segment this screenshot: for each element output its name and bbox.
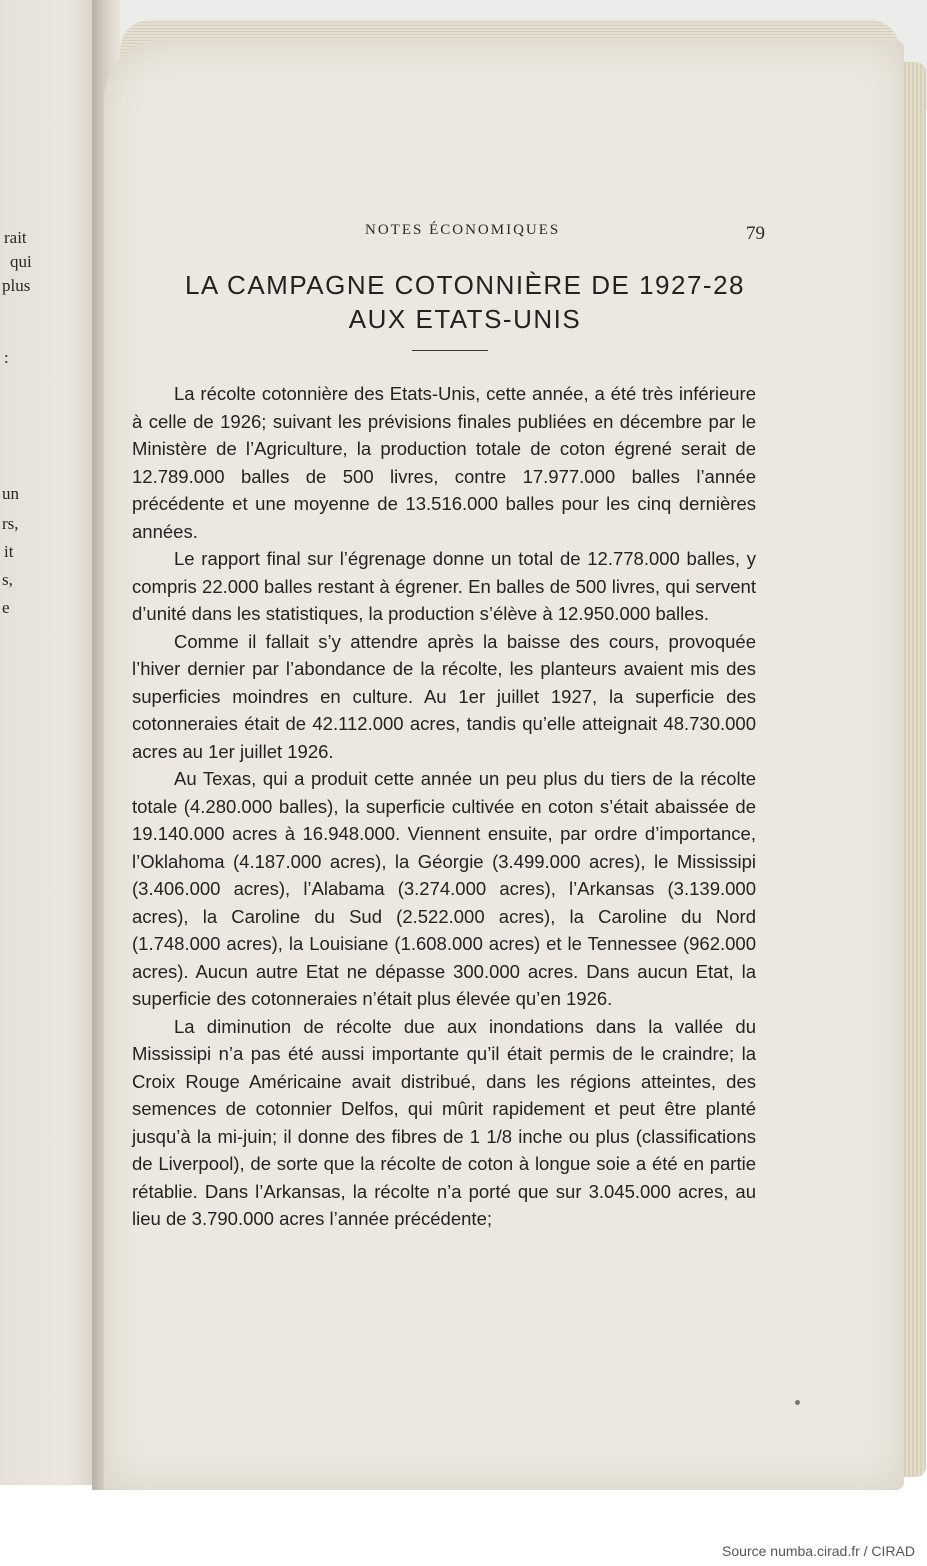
left-page-fragment: plus xyxy=(2,276,31,295)
left-page-fragment: qui xyxy=(10,252,32,271)
paragraph: Comme il fallait s’y attendre après la baisse des cours, provoquée l’hiver dernier par l’abondance de la récolte, les planteurs avaient mis des superficies moindres en culture. Au 1er juillet 1927, la superficie des cotonneraies était de 42.112.000 acres, tandis qu’elle atteignait 48.730.000 acres au 1er juillet 1926. xyxy=(132,630,756,762)
paragraph: La diminution de récolte due aux inondations dans la vallée du Mississipi n’a pas été aussi importante qu’il était permis de le craindre; la Croix Rouge Américaine avait distribué, dans les régions atteintes, des semences de cotonnier Delfos, qui mûrit rapidement et peut être planté jusqu’à la mi-juin; il donne des fibres de 1 1/8 inche ou plus (classifications de Liverpool), de sorte que la récolte de coton à longue soie a été en partie rétablie. Dans l’Arkansas, la récolte n’a porté que sur 3.045.000 acres, au lieu de 3.790.000 acres l’année précédente; xyxy=(132,1015,756,1229)
title-rule xyxy=(412,350,488,351)
left-page-fragment: : xyxy=(4,348,9,367)
page-number: 79 xyxy=(746,223,765,244)
paragraph: Au Texas, qui a produit cette année un peu plus du tiers de la récolte totale (4.280.000 balles), la superficie cultivée en coton s’était abaissée de 19.140.000 acres à 16.948.000. Viennent ensuite, par ordre d’importance, l’Oklahoma (4.187.000 acres), la Géorgie (3.499.000 acres), le Mississipi (3.406.000 acres), l’Alabama (3.274.000 acres), l’Arkansas (3.139.000 acres), la Caroline du Sud (2.522.000 acres), la Caroline du Nord (1.748.000 acres), la Louisiane (1.608.000 acres) et le Tennessee (962.000 acres). Aucun autre Etat ne dépasse 300.000 acres. Dans aucun Etat, la superficie des cotonneraies n’était plus élevée qu’en 1926. xyxy=(132,768,756,1009)
paragraph: Le rapport final sur l’égrenage donne un total de 12.778.000 balles, y compris 22.000 balles restant à égrener. En balles de 500 livres, qui servent d’unité dans les statistiques, la production s’élève à 12.950.000 balles. xyxy=(132,548,756,624)
left-page-fragment: e xyxy=(2,598,10,617)
paragraph: La récolte cotonnière des Etats-Unis, cette année, a été très inférieure à celle de 1926; suivant les prévisions finales publiées en décembre par le Ministère de l’Agriculture, la production totale de coton égrené serait de 12.789.000 balles de 500 livres, contre 17.977.000 balles l’année précédente et une moyenne de 13.516.000 balles pour les cinq dernières années. xyxy=(132,383,756,542)
article-body xyxy=(132,380,756,1233)
left-page-fragment: un xyxy=(2,484,19,503)
left-page xyxy=(0,0,97,1485)
article-title xyxy=(150,268,780,336)
title-line-1: LA CAMPAGNE COTONNIÈRE DE 1927-28 xyxy=(184,270,746,300)
title-line-2: AUX ETATS-UNIS xyxy=(348,304,582,334)
left-page-fragment: rait xyxy=(4,228,27,247)
source-credit: Source numba.cirad.fr / CIRAD xyxy=(722,1543,915,1559)
left-page-fragment: it xyxy=(4,542,14,561)
page-speck xyxy=(795,1400,800,1405)
left-page-fragment: rs, xyxy=(2,514,19,533)
running-head: NOTES ÉCONOMIQUES xyxy=(365,222,561,238)
left-page-fragment: s, xyxy=(2,570,13,589)
